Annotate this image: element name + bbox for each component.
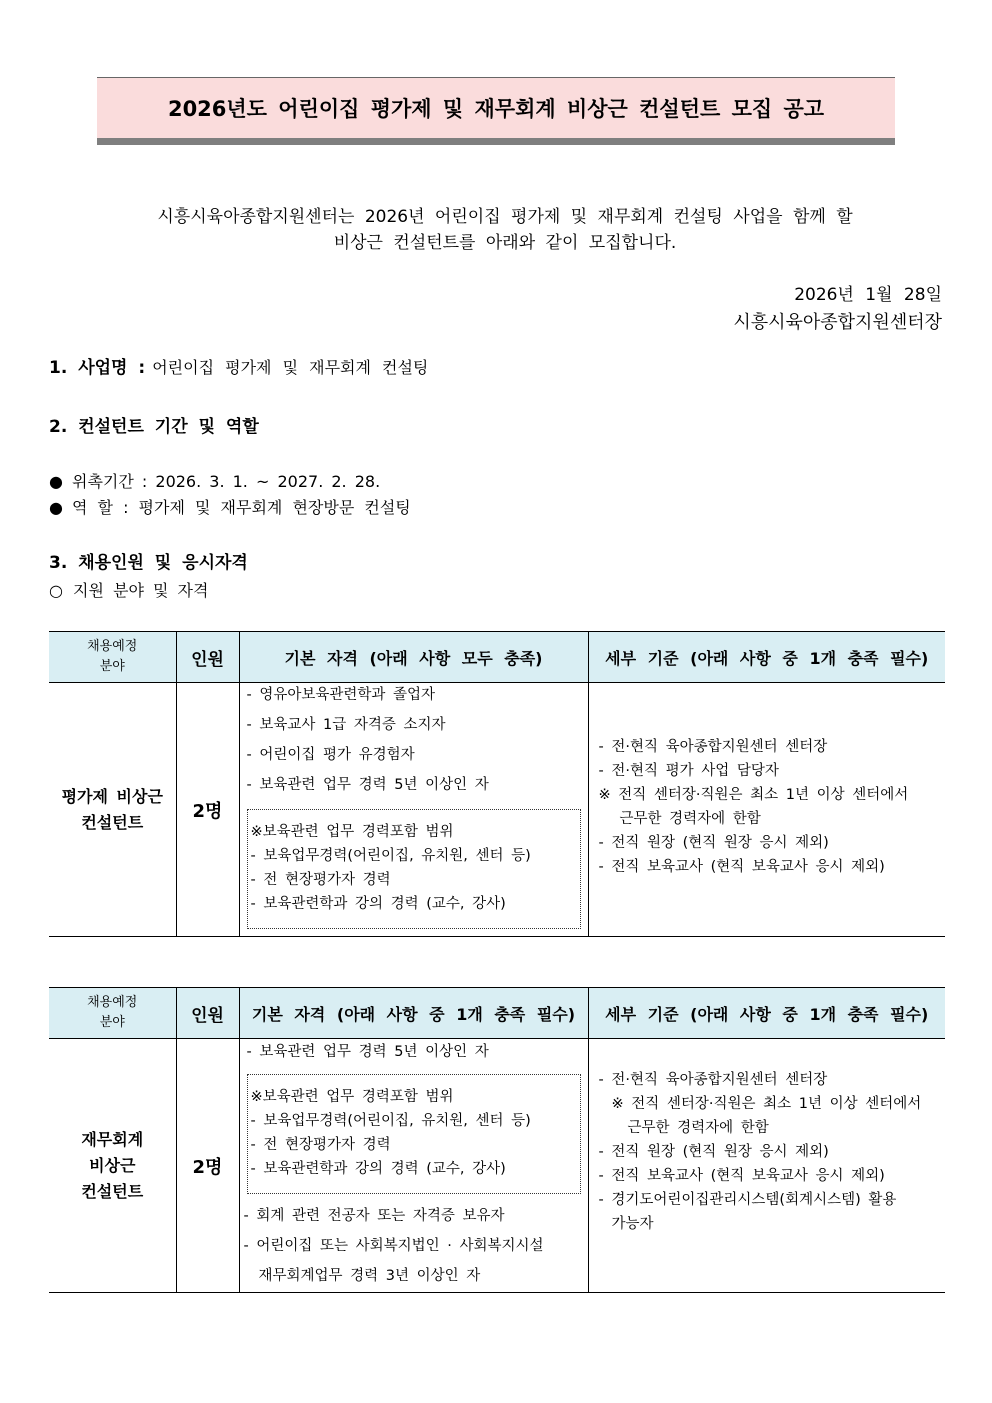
qualification-item: - 보육관련 업무 경력 5년 이상인 자 [246,777,489,793]
project-name: 어린이집 평가제 및 재무회계 컨설팅 [152,358,429,377]
qualification-item: - 보육교사 1급 자격증 소지자 [246,717,446,733]
section-3-subheading [49,578,208,604]
table-row [49,1039,945,1293]
criteria-note: ※ 전직 센터장·직원은 최소 1년 이상 센터에서 [611,1096,922,1112]
date-issuer-block [733,282,942,336]
criteria-line: - 전직 보육교사 (현직 보육교사 응시 제외) [598,859,885,875]
experience-scope-item: - 보육업무경력(어린이집, 유치원, 센터 등) [250,1113,531,1129]
experience-scope-item: - 보육관련학과 강의 경력 (교수, 강사) [250,896,506,912]
criteria-line: - 경기도어린이집관리시스템(회계시스템) 활용 [598,1192,897,1208]
notice-date: 2026년 1월 28일 [794,285,942,305]
qualification-item: - 보육관련 업무 경력 5년 이상인 자 [246,1044,489,1060]
qualification-list [240,1201,588,1291]
field-name-cell [49,1039,176,1293]
term-item [49,469,380,495]
qualification-item: - 영유아보육관련학과 졸업자 [246,687,436,703]
header-count: 인원 [176,988,239,1039]
criteria-line: - 전·현직 육아종합지원센터 센터장 [598,1072,828,1088]
header-field [49,988,176,1039]
header-detail-criteria: 세부 기준 (아래 사항 중 1개 충족 필수) [588,632,945,683]
field-name-line: 컨설턴트 [81,1181,144,1201]
field-name-cell [49,683,176,937]
criteria-line: - 전직 원장 (현직 원장 응시 제외) [598,835,829,851]
header-field [49,632,176,683]
header-field-line: 분야 [99,1015,125,1030]
section-1-heading: 1. 사업명 : [49,358,146,378]
qualification-item: - 어린이집 또는 사회복지법인 · 사회복지시설 [243,1238,544,1254]
header-field-line: 채용예정 [87,995,138,1010]
criteria-line: - 전직 보육교사 (현직 보육교사 응시 제외) [598,1168,885,1184]
issuer-name: 시흥시육아종합지원센터장 [733,312,942,333]
criteria-line-continued: 가능자 [611,1216,654,1232]
table-header-row [49,632,945,683]
experience-scope-item: - 보육관련학과 강의 경력 (교수, 강사) [250,1161,506,1177]
experience-scope-item: - 보육업무경력(어린이집, 유치원, 센터 등) [250,848,531,864]
detail-criteria-cell [588,683,945,937]
headcount-cell: 2명 [176,683,239,937]
notice-title: 2026년도 어린이집 평가제 및 재무회계 비상근 컨설턴트 모집 공고 [167,97,825,121]
header-detail-criteria: 세부 기준 (아래 사항 중 1개 충족 필수) [588,988,945,1039]
criteria-line: - 전직 원장 (현직 원장 응시 제외) [598,1144,829,1160]
criteria-line: - 전·현직 육아종합지원센터 센터장 [598,739,828,755]
subheading-text: 지원 분야 및 자격 [73,581,209,600]
criteria-note: ※ 전직 센터장·직원은 최소 1년 이상 센터에서 [598,787,909,803]
experience-scope-item: - 전 현장평가자 경력 [250,872,391,888]
field-name-line: 평가제 비상근 [61,786,163,806]
role-item-text: 역 할 : 평가제 및 재무회계 현장방문 컨설팅 [72,498,411,517]
recruitment-table-evaluation [49,631,945,937]
qualification-item: - 회계 관련 전공자 또는 자격증 보유자 [243,1208,505,1224]
experience-scope-item: - 전 현장평가자 경력 [250,1137,391,1153]
detail-criteria-cell [588,1039,945,1293]
field-name-line: 재무회계 [81,1129,144,1149]
section-2-heading: 2. 컨설턴트 기간 및 역할 [49,417,259,437]
header-field-line: 채용예정 [87,639,138,654]
intro-line: 시흥시육아종합지원센터는 2026년 어린이집 평가제 및 재무회계 컨설팅 사업을 함께 할 [157,207,853,227]
criteria-note-continued: 근무한 경력자에 한함 [627,1120,769,1136]
experience-scope-title: ※보육관련 업무 경력포함 범위 [250,824,454,840]
hollow-circle-bullet-icon: ○ [49,581,63,600]
filled-circle-bullet-icon: ● [49,472,63,491]
experience-scope-box [247,809,581,929]
header-count: 인원 [176,632,239,683]
header-basic-qualification: 기본 자격 (아래 사항 모두 충족) [239,632,588,683]
table-row [49,683,945,937]
role-item [49,495,411,521]
criteria-note-continued: 근무한 경력자에 한함 [619,811,761,827]
experience-scope-box [247,1074,581,1194]
headcount-cell: 2명 [176,1039,239,1293]
section-1 [49,355,428,381]
intro-line: 비상근 컨설턴트를 아래와 같이 모집합니다. [333,233,677,253]
section-3-heading: 3. 채용인원 및 응시자격 [49,553,248,573]
header-basic-qualification: 기본 자격 (아래 사항 중 1개 충족 필수) [239,988,588,1039]
term-item-text: 위촉기간 : 2026. 3. 1. ~ 2027. 2. 28. [72,472,381,491]
table-header-row [49,988,945,1039]
field-name-line: 컨설턴트 [81,812,144,832]
basic-qualification-cell [239,683,588,937]
field-name-line: 비상근 [89,1155,136,1175]
qualification-item: - 어린이집 평가 유경험자 [246,747,415,763]
basic-qualification-cell [239,1039,588,1293]
intro-paragraph [49,204,961,256]
qualification-item-continued: 재무회계업무 경력 3년 이상인 자 [258,1268,481,1284]
header-field-line: 분야 [99,659,125,674]
experience-scope-title: ※보육관련 업무 경력포함 범위 [250,1089,454,1105]
qualification-list [240,683,588,801]
title-banner [97,77,895,145]
filled-circle-bullet-icon: ● [49,498,63,517]
recruitment-table-accounting [49,987,945,1293]
criteria-line: - 전·현직 평가 사업 담당자 [598,763,779,779]
